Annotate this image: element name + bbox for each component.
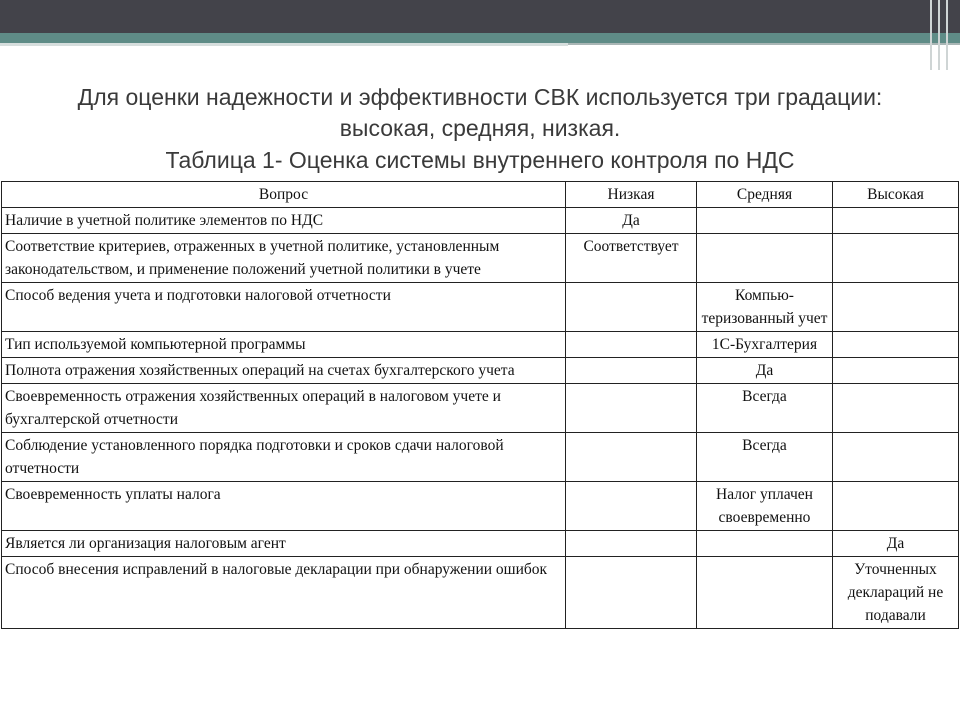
header-question: Вопрос bbox=[2, 182, 566, 208]
cell-high bbox=[833, 482, 959, 531]
table-row bbox=[2, 557, 959, 629]
decor-line bbox=[938, 0, 940, 70]
cell-question: Тип используемой компьютерной программы bbox=[2, 332, 566, 358]
cell-high bbox=[833, 433, 959, 482]
cell-low bbox=[566, 384, 697, 433]
cell-medium: 1С-Бухгалтерия bbox=[697, 332, 833, 358]
cell-medium: Компью-теризованный учет bbox=[697, 283, 833, 332]
table-row bbox=[2, 208, 959, 234]
cell-low bbox=[566, 433, 697, 482]
cell-question: Способ ведения учета и подготовки налоговой отчетности bbox=[2, 283, 566, 332]
header-low: Низкая bbox=[566, 182, 697, 208]
header-medium: Средняя bbox=[697, 182, 833, 208]
cell-low: Да bbox=[566, 208, 697, 234]
heading-line-2: высокая, средняя, низкая. bbox=[339, 115, 621, 141]
accent-bar bbox=[0, 33, 960, 43]
cell-high bbox=[833, 283, 959, 332]
cell-medium: Да bbox=[697, 358, 833, 384]
table-row bbox=[2, 384, 959, 433]
table-row bbox=[2, 283, 959, 332]
table-header-row bbox=[2, 182, 959, 208]
cell-high bbox=[833, 358, 959, 384]
cell-question: Соответствие критериев, отраженных в учетной политике, установленным законодательством, и применение положений учетной политики в учете bbox=[2, 234, 566, 283]
table-row bbox=[2, 358, 959, 384]
cell-question: Способ внесения исправлений в налоговые декларации при обнаружении ошибок bbox=[2, 557, 566, 629]
cell-low bbox=[566, 283, 697, 332]
table-row bbox=[2, 332, 959, 358]
decor-line bbox=[946, 0, 948, 70]
cell-low bbox=[566, 482, 697, 531]
header-box bbox=[568, 43, 960, 71]
cell-question: Своевременность отражения хозяйственных операций в налоговом учете и бухгалтерской отчетности bbox=[2, 384, 566, 433]
cell-high bbox=[833, 208, 959, 234]
cell-medium bbox=[697, 531, 833, 557]
cell-medium bbox=[697, 208, 833, 234]
cell-high bbox=[833, 332, 959, 358]
cell-medium: Налог уплачен своевременно bbox=[697, 482, 833, 531]
table-row bbox=[2, 234, 959, 283]
cell-question: Наличие в учетной политике элементов по НДС bbox=[2, 208, 566, 234]
cell-medium: Всегда bbox=[697, 433, 833, 482]
cell-question: Является ли организация налоговым агент bbox=[2, 531, 566, 557]
cell-question: Полнота отражения хозяйственных операций на счетах бухгалтерского учета bbox=[2, 358, 566, 384]
cell-high: Да bbox=[833, 531, 959, 557]
heading-line-1: Для оценки надежности и эффективности СВК используется три градации: bbox=[77, 84, 883, 110]
table-row bbox=[2, 531, 959, 557]
decor-line bbox=[930, 0, 932, 70]
header-bar bbox=[0, 0, 960, 33]
cell-low: Соответствует bbox=[566, 234, 697, 283]
header-high: Высокая bbox=[833, 182, 959, 208]
cell-high bbox=[833, 234, 959, 283]
cell-low bbox=[566, 332, 697, 358]
table-row bbox=[2, 482, 959, 531]
cell-low bbox=[566, 557, 697, 629]
cell-low bbox=[566, 531, 697, 557]
table-row bbox=[2, 433, 959, 482]
cell-medium: Всегда bbox=[697, 384, 833, 433]
cell-question: Своевременность уплаты налога bbox=[2, 482, 566, 531]
cell-high bbox=[833, 384, 959, 433]
cell-question: Соблюдение установленного порядка подготовки и сроков сдачи налоговой отчетности bbox=[2, 433, 566, 482]
assessment-table bbox=[1, 181, 959, 629]
table-title: Таблица 1- Оценка системы внутреннего контроля по НДС bbox=[165, 147, 795, 173]
cell-high: Уточненных деклараций не подавали bbox=[833, 557, 959, 629]
cell-medium bbox=[697, 234, 833, 283]
cell-low bbox=[566, 358, 697, 384]
cell-medium bbox=[697, 557, 833, 629]
